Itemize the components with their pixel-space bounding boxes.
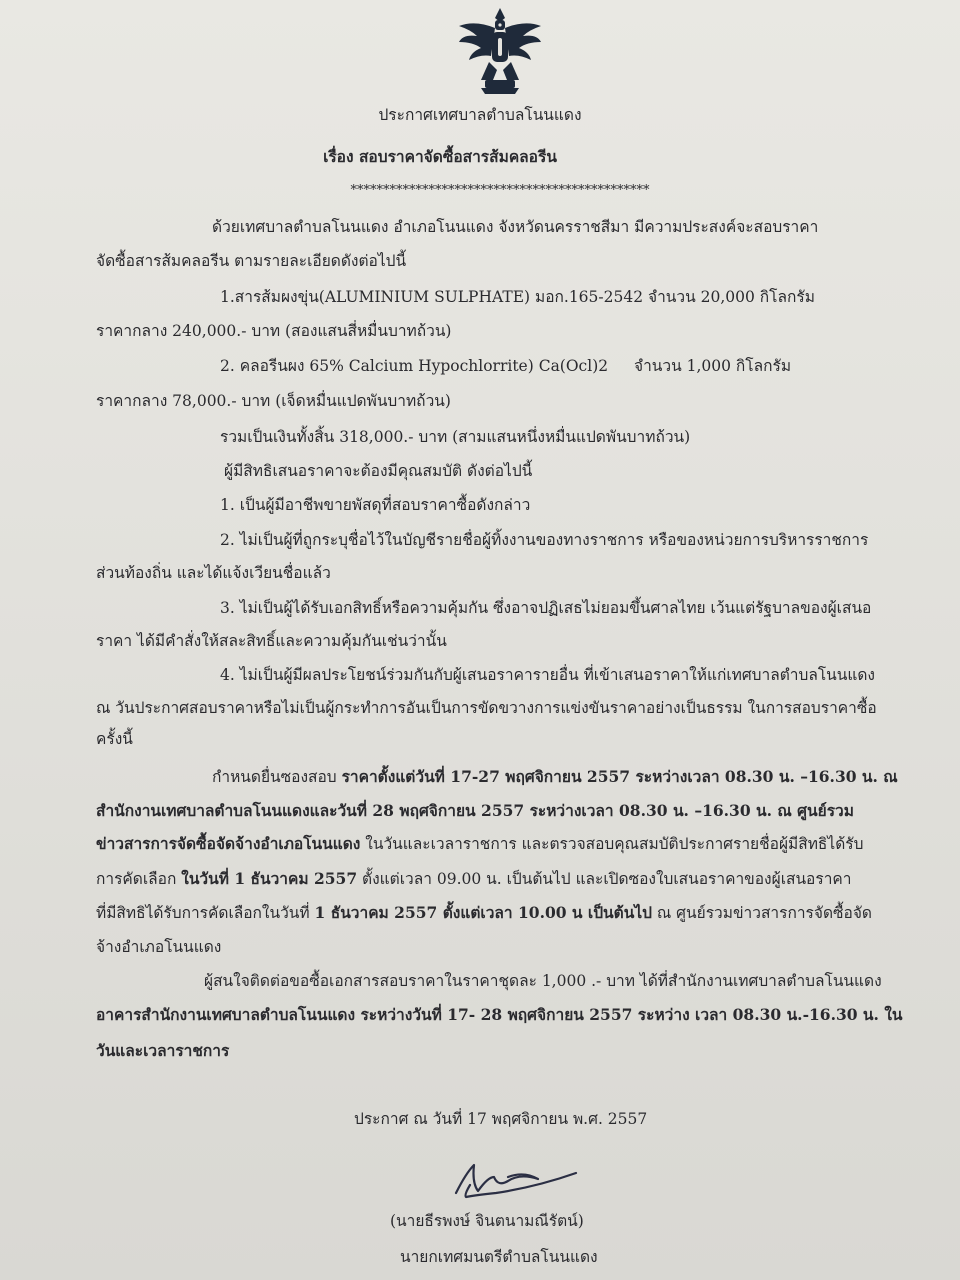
schedule-line-5-a: ที่มีสิทธิได้รับการคัดเลือกในวันที่ — [96, 904, 315, 922]
schedule-line-1-a: กำหนดยื่นซองสอบ — [212, 768, 342, 786]
item-1-line-2: ราคากลาง 240,000.- บาท (สองแสนสี่หมื่นบาทถ้วน) — [96, 322, 452, 340]
qualification-4-line-1: 4. ไม่เป็นผู้มีผลประโยชน์ร่วมกันกับผู้เสนอราคารายอื่น ที่เข้าเสนอราคาให้แก่เทศบาลตำบลโนนแดง — [220, 666, 875, 684]
schedule-line-1-b: ราคาตั้งแต่วันที่ 17-27 พฤศจิกายน 2557 ระหว่างเวลา 08.30 น. –16.30 น. ณ — [341, 767, 898, 786]
qualification-3-line-2: ราคา ได้มีคำสั่งให้สละสิทธิ์และความคุ้มกันเช่นว่านั้น — [96, 632, 447, 650]
qualification-2-line-1: 2. ไม่เป็นผู้ที่ถูกระบุชื่อไว้ในบัญชีรายชื่อผู้ทิ้งงานของทางราชการ หรือของหน่วยการบริหารราชการ — [220, 531, 869, 549]
intro-line-2: จัดซื้อสารส้มคลอรีน ตามรายละเอียดดังต่อไปนี้ — [96, 252, 407, 270]
schedule-line-3-a: ข่าวสารการจัดซื้อจัดจ้างอำเภอโนนแดง — [96, 834, 361, 853]
qualification-4-line-2: ณ วันประกาศสอบราคาหรือไม่เป็นผู้กระทำการอันเป็นการขัดขวางการแข่งขันราคาอย่างเป็นธรรม ในการสอบราคาซื้อ — [96, 699, 877, 717]
schedule-line-5-c: ณ ศูนย์รวมข่าวสารการจัดซื้อจัด — [651, 904, 872, 922]
schedule-line-5 — [96, 902, 872, 924]
item-1-line-1: 1.สารส้มผงขุ่น(ALUMINIUM SULPHATE) มอก.165-2542 จำนวน 20,000 กิโลกรัม — [220, 288, 815, 306]
schedule-line-4-a: การคัดเลือก — [96, 870, 182, 888]
qualification-2-line-2: ส่วนท้องถิ่น และได้แจ้งเวียนชื่อแล้ว — [96, 564, 331, 582]
schedule-line-3 — [96, 833, 863, 855]
schedule-line-4-b: ในวันที่ 1 ธันวาคม 2557 — [181, 869, 358, 888]
schedule-line-1 — [212, 766, 898, 788]
signature-icon — [450, 1155, 590, 1215]
schedule-line-4-c: ตั้งแต่เวลา 09.00 น. เป็นต้นไป และเปิดซองใบเสนอราคาของผู้เสนอราคา — [357, 870, 852, 888]
schedule-line-4 — [96, 868, 851, 890]
qualification-3-line-1: 3. ไม่เป็นผู้ได้รับเอกสิทธิ์หรือความคุ้มกัน ซึ่งอาจปฏิเสธไม่ยอมขึ้นศาลไทย เว้นแต่รัฐบาลของผู้เสนอ — [220, 599, 872, 617]
item-2-name: 2. คลอรีนผง 65% Calcium Hypochlorrite) Ca(Ocl)2 — [220, 357, 609, 375]
intro-line-1: ด้วยเทศบาลตำบลโนนแดง อำเภอโนนแดง จังหวัดนครราชสีมา มีความประสงค์จะสอบราคา — [212, 218, 819, 236]
qualification-1: 1. เป็นผู้มีอาชีพขายพัสดุที่สอบราคาซื้อดังกล่าว — [220, 496, 531, 514]
item-2-line-2: ราคากลาง 78,000.- บาท (เจ็ดหมื่นแปดพันบาทถ้วน) — [96, 392, 451, 410]
announcement-date: ประกาศ ณ วันที่ 17 พฤศจิกายน พ.ศ. 2557 — [354, 1110, 648, 1128]
signatory-name: (นายธีรพงษ์ จินตนามณีรัตน์) — [390, 1212, 584, 1230]
schedule-line-2: สำนักงานเทศบาลตำบลโนนแดงและวันที่ 28 พฤศจิกายน 2557 ระหว่างเวลา 08.30 น. –16.30 น. ณ ศูนย์รวม — [96, 801, 854, 820]
qualification-4-line-3: ครั้งนี้ — [96, 730, 133, 748]
document-title: ประกาศเทศบาลตำบลโนนแดง — [378, 106, 582, 124]
garuda-emblem-icon — [455, 6, 545, 96]
schedule-line-6: จ้างอำเภอโนนแดง — [96, 938, 222, 956]
schedule-line-5-b: 1 ธันวาคม 2557 ตั้งแต่เวลา 10.00 น เป็นต้นไป — [314, 903, 652, 922]
qualifications-intro: ผู้มีสิทธิเสนอราคาจะต้องมีคุณสมบัติ ดังต่อไปนี้ — [224, 462, 533, 480]
separator-stars: ********************************************** — [350, 183, 650, 198]
schedule-line-3-b: ในวันและเวลาราชการ และตรวจสอบคุณสมบัติประกาศรายชื่อผู้มีสิทธิได้รับ — [360, 835, 864, 853]
purchase-line-1: ผู้สนใจติดต่อขอซื้อเอกสารสอบราคาในราคาชุดละ 1,000 .- บาท ได้ที่สำนักงานเทศบาลตำบลโนนแดง — [204, 972, 882, 990]
item-2-quantity: จำนวน 1,000 กิโลกรัม — [634, 357, 792, 375]
document-subject: เรื่อง สอบราคาจัดซื้อสารส้มคลอรีน — [323, 147, 557, 166]
purchase-line-2: อาคารสำนักงานเทศบาลตำบลโนนแดง ระหว่างวันที่ 17- 28 พฤศจิกายน 2557 ระหว่าง เวลา 08.30 น.-16.30 น. ใน — [96, 1005, 903, 1024]
signatory-position: นายกเทศมนตรีตำบลโนนแดง — [400, 1248, 598, 1266]
purchase-line-3: วันและเวลาราชการ — [96, 1041, 230, 1060]
total-amount: รวมเป็นเงินทั้งสิ้น 318,000.- บาท (สามแสนหนึ่งหมื่นแปดพันบาทถ้วน) — [220, 428, 691, 446]
